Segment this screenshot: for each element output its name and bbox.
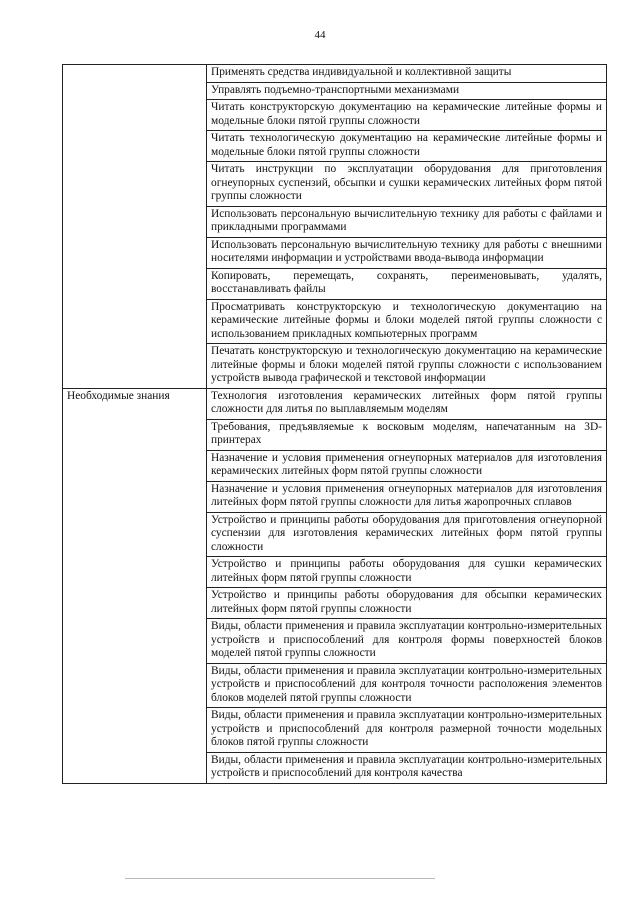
requirement-cell: Применять средства индивидуальной и коллективной защиты	[207, 65, 607, 83]
requirement-cell: Копировать, перемещать, сохранять, переименовывать, удалять, восстанавливать файлы	[207, 268, 607, 299]
requirement-cell: Виды, области применения и правила эксплуатации контрольно-измерительных устройств и приспособлений для контроля размерной точности модельных блоков пятой группы сложности	[207, 708, 607, 753]
requirement-cell: Использовать персональную вычислительную технику для работы с файлами и прикладными программами	[207, 206, 607, 237]
requirement-cell: Просматривать конструкторскую и технологическую документацию на керамические литейные формы и блоки моделей пятой группы сложности с использованием прикладных компьютерных программ	[207, 299, 607, 344]
requirement-cell: Назначение и условия применения огнеупорных материалов для изготовления керамических литейных форм пятой группы сложности	[207, 450, 607, 481]
requirement-cell: Требования, предъявляемые к восковым моделям, напечатанным на 3D-принтерах	[207, 419, 607, 450]
competency-table	[62, 64, 607, 784]
section-label: Необходимые знания	[63, 388, 207, 783]
requirement-cell: Виды, области применения и правила эксплуатации контрольно-измерительных устройств и приспособлений для контроля формы поверхностей блоков моделей пятой группы сложности	[207, 619, 607, 664]
competency-table-body	[63, 65, 607, 784]
requirement-cell: Управлять подъемно-транспортными механизмами	[207, 82, 607, 100]
table-row	[63, 65, 607, 83]
requirement-cell: Виды, области применения и правила эксплуатации контрольно-измерительных устройств и приспособлений для контроля качества	[207, 752, 607, 783]
requirement-cell: Устройство и принципы работы оборудования для сушки керамических литейных форм пятой группы сложности	[207, 557, 607, 588]
page-number: 44	[314, 29, 326, 41]
requirement-cell: Печатать конструкторскую и технологическую документацию на керамические литейные формы и блоки моделей пятой группы сложности с использованием устройств вывода графической и текстовой информации	[207, 344, 607, 389]
requirement-cell: Устройство и принципы работы оборудования для обсыпки керамических литейных форм пятой группы сложности	[207, 588, 607, 619]
section-label	[63, 65, 207, 389]
requirement-cell: Назначение и условия применения огнеупорных материалов для изготовления литейных форм пятой группы сложности для литья жаропрочных сплавов	[207, 481, 607, 512]
requirement-cell: Использовать персональную вычислительную технику для работы с внешними носителями информации и устройствами ввода-вывода информации	[207, 237, 607, 268]
requirement-cell: Читать инструкции по эксплуатации оборудования для приготовления огнеупорных суспензий, обсыпки и сушки керамических литейных форм пятой группы сложности	[207, 162, 607, 207]
requirement-cell: Устройство и принципы работы оборудования для приготовления огнеупорной суспензии для изготовления керамических литейных форм пятой группы сложности	[207, 512, 607, 557]
requirement-cell: Технология изготовления керамических литейных форм пятой группы сложности для литья по выплавляемым моделям	[207, 388, 607, 419]
requirement-cell: Читать конструкторскую документацию на керамические литейные формы и модельные блоки пятой группы сложности	[207, 100, 607, 131]
bottom-divider	[125, 878, 435, 879]
requirement-cell: Виды, области применения и правила эксплуатации контрольно-измерительных устройств и приспособлений для контроля точности расположения элементов блоков моделей пятой группы сложности	[207, 663, 607, 708]
table-row	[63, 388, 607, 419]
requirement-cell: Читать технологическую документацию на керамические литейные формы и модельные блоки пятой группы сложности	[207, 131, 607, 162]
